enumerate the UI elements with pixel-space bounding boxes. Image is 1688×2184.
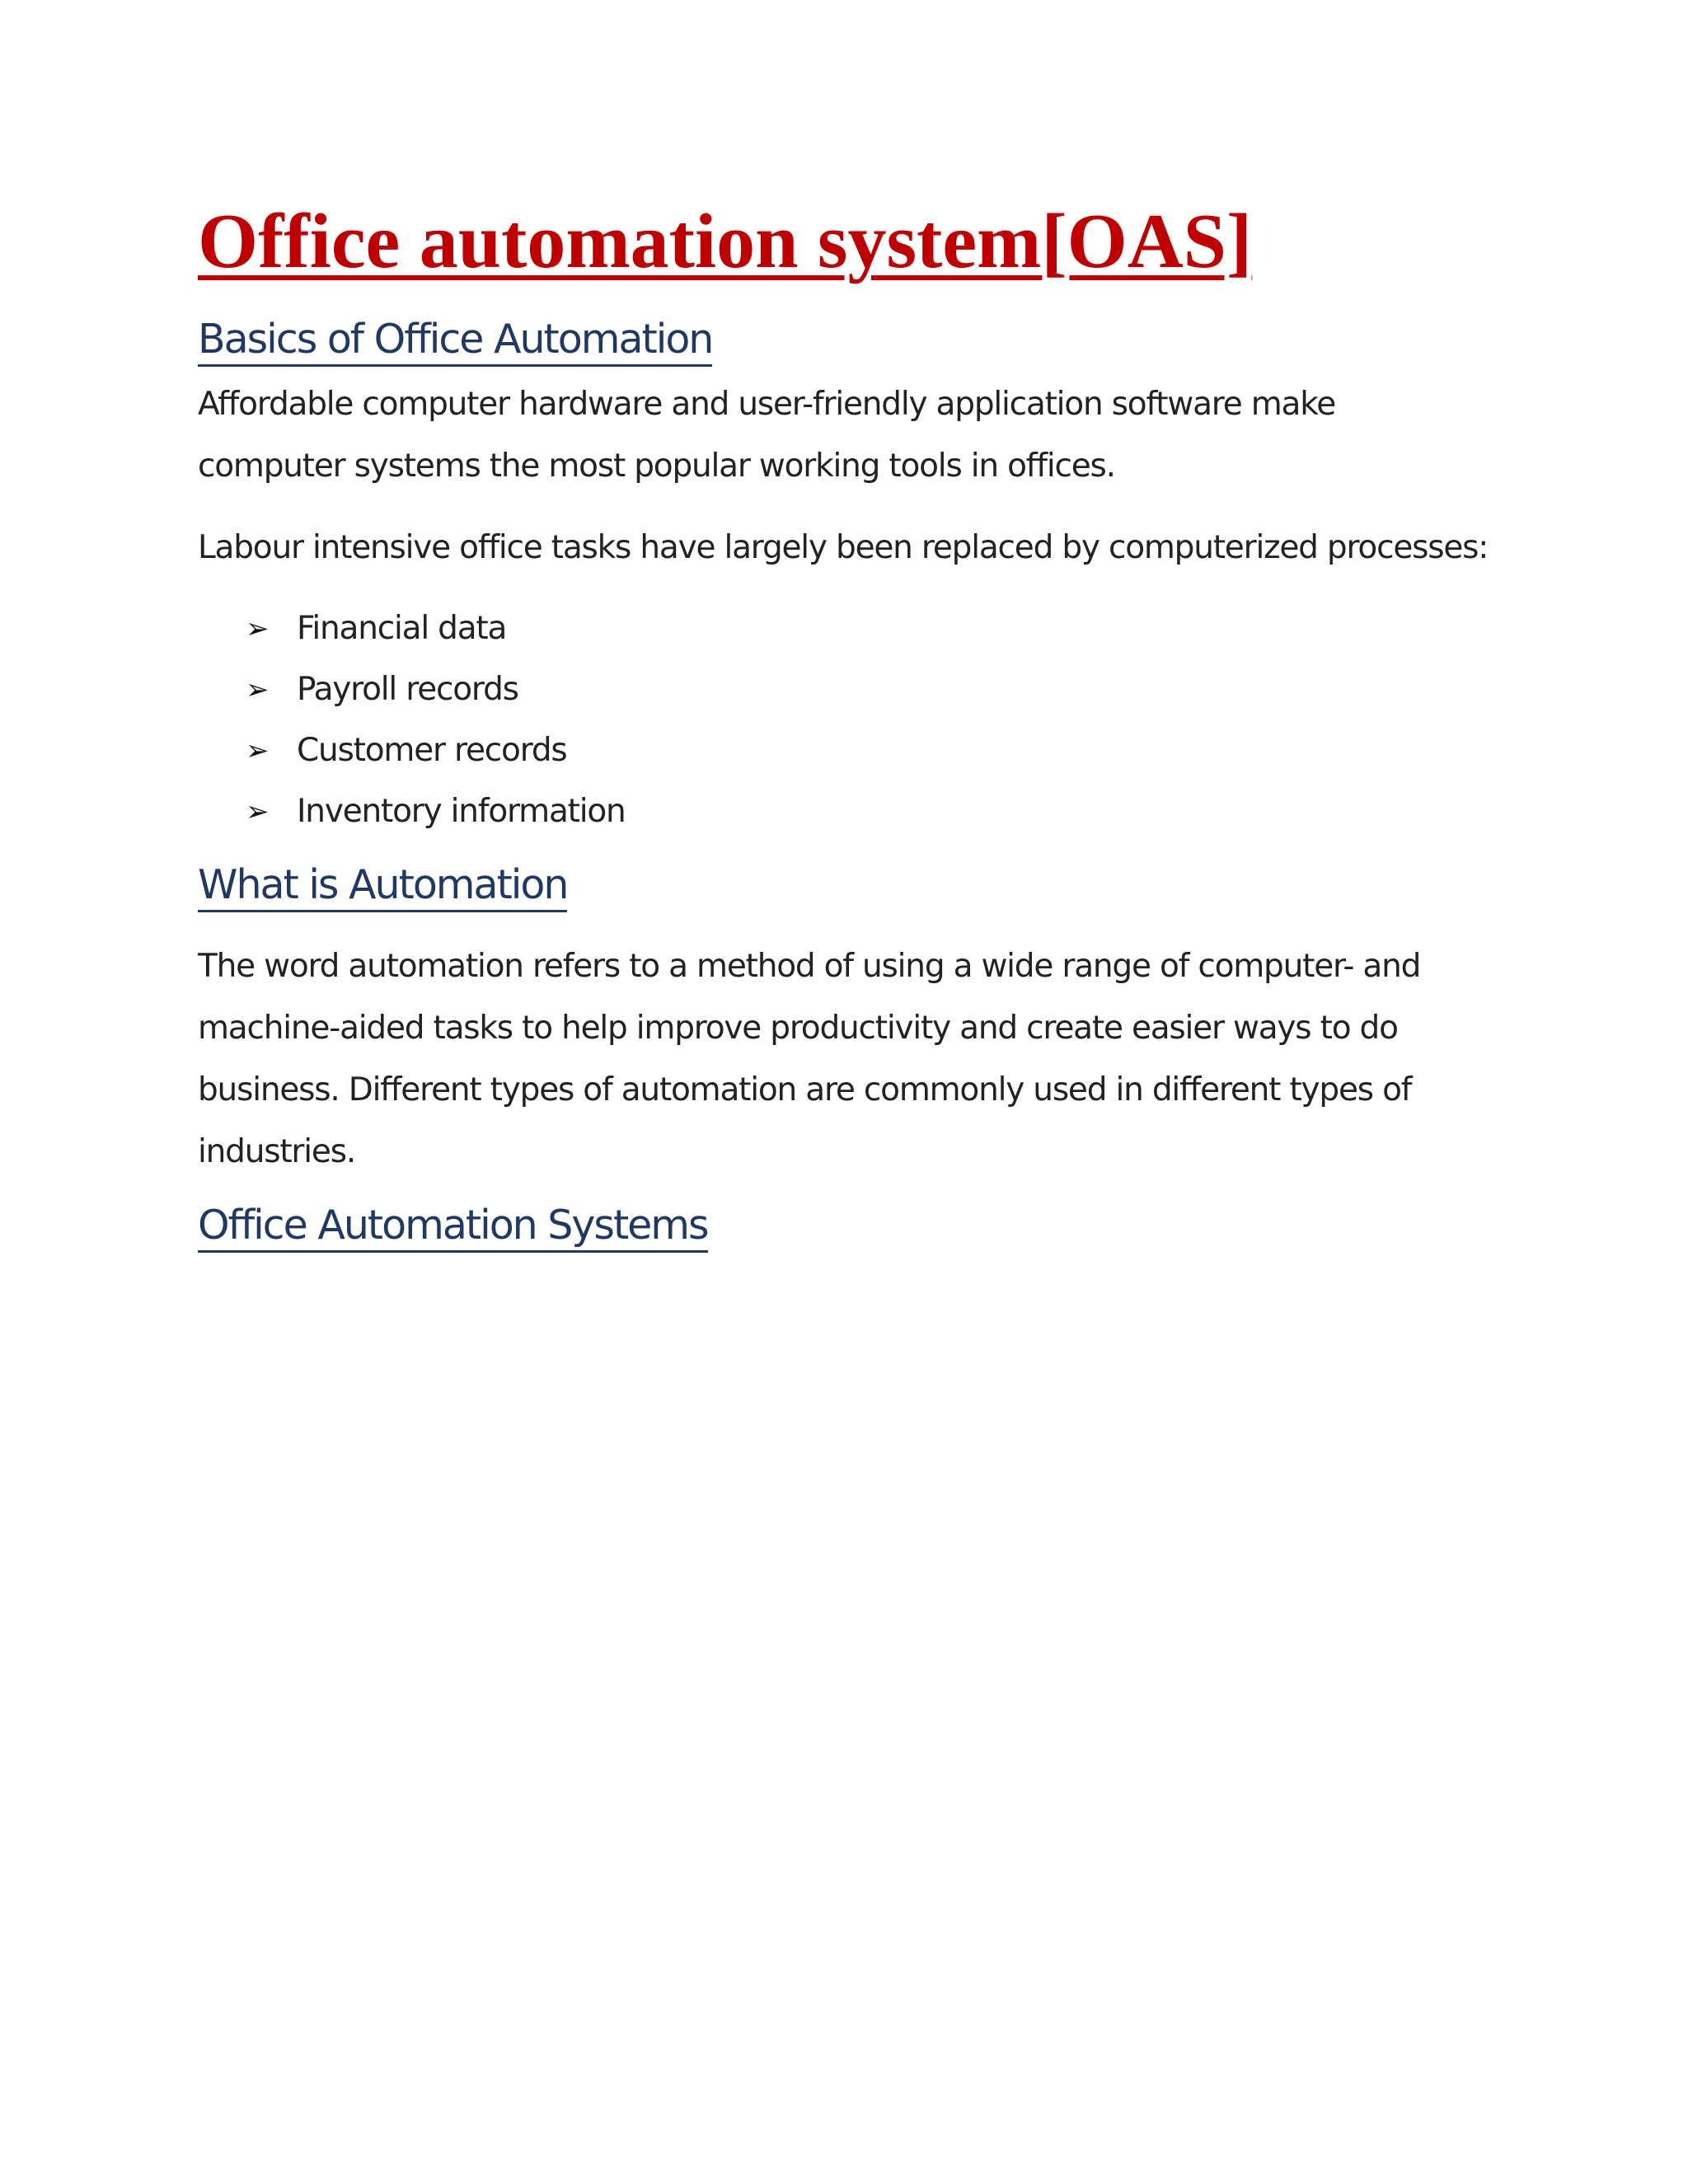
document-title: Office automation system[OAS] (198, 199, 1253, 284)
section-heading-basics: Basics of Office Automation (198, 315, 712, 367)
paragraph-affordable-hardware: Affordable computer hardware and user-friendly application software make computer systems the most popular working tools in offices. (198, 386, 1336, 485)
section-what-is-heading-block (198, 860, 1500, 912)
arrowhead-bullet-icon: ➢ (246, 734, 270, 767)
paragraph-labour-intensive: Labour intensive office tasks have largely been replaced by computerized processes: (198, 529, 1489, 566)
arrowhead-bullet-icon: ➢ (246, 795, 270, 828)
list-item-label: Inventory information (297, 793, 626, 830)
section-basics-heading-block (198, 315, 1500, 367)
list-item (198, 781, 1500, 842)
section-heading-office-automation-systems: Office Automation Systems (198, 1201, 708, 1253)
arrowhead-bullet-icon: ➢ (246, 612, 270, 645)
list-item-label: Payroll records (297, 671, 518, 708)
section-heading-what-is-automation: What is Automation (198, 860, 567, 912)
list-item-label: Financial data (297, 610, 507, 647)
list-item (198, 659, 1500, 720)
arrowhead-bullet-icon: ➢ (246, 673, 270, 706)
document-content (198, 196, 1500, 1253)
bullet-list-computerized-processes (198, 598, 1500, 842)
list-item (198, 720, 1500, 781)
paragraph-automation-definition: The word automation refers to a method of using a wide range of computer- and machine-aided tasks to help improve productivity and create easier ways to do business. Different types of automation are commonly used in different types of industries. (198, 948, 1421, 1170)
list-item (198, 598, 1500, 659)
list-item-label: Customer records (297, 732, 567, 769)
section-oas-heading-block (198, 1201, 1500, 1253)
